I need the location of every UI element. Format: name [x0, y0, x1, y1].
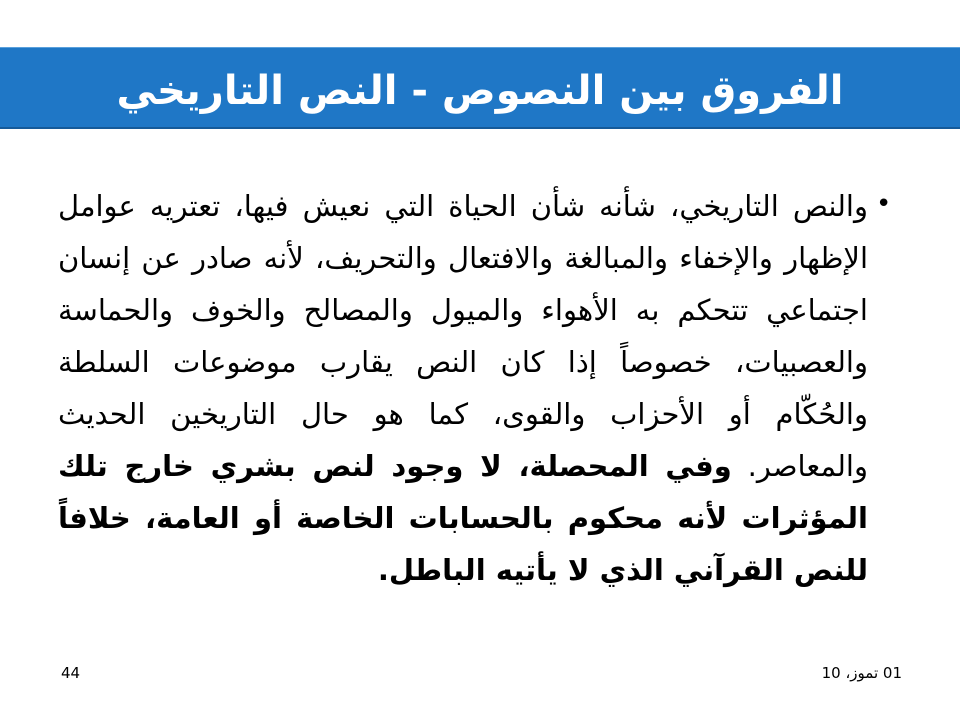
slide-body: [58, 180, 868, 596]
body-bold-text: وفي المحصلة، لا وجود لنص بشري خارج تلك المؤثرات لأنه محكوم بالحسابات الخاصة أو العامة، خلافاً للنص القرآني الذي لا يأتيه الباطل.: [58, 449, 868, 587]
bullet-icon: •: [876, 189, 892, 219]
footer-date: 01 تموز، 10: [821, 664, 902, 682]
page-number: 44: [61, 664, 81, 682]
body-regular-text: والنص التاريخي، شأنه شأن الحياة التي نعيش فيها، تعتريه عوامل الإظهار والإخفاء والمبالغة والافتعال والتحريف، لأنه صادر عن إنسان اجتماعي تتحكم به الأهواء والميول والمصالح والخوف والحماسة والعصبيات، خصوصاً إذا كان النص يقارب موضوعات السلطة والحُكّام أو الأحزاب والقوى، كما هو حال التاريخين الحديث والمعاصر.: [58, 189, 868, 483]
slide-title: الفروق بين النصوص - النص التاريخي: [116, 67, 844, 114]
title-bar: [0, 47, 960, 129]
